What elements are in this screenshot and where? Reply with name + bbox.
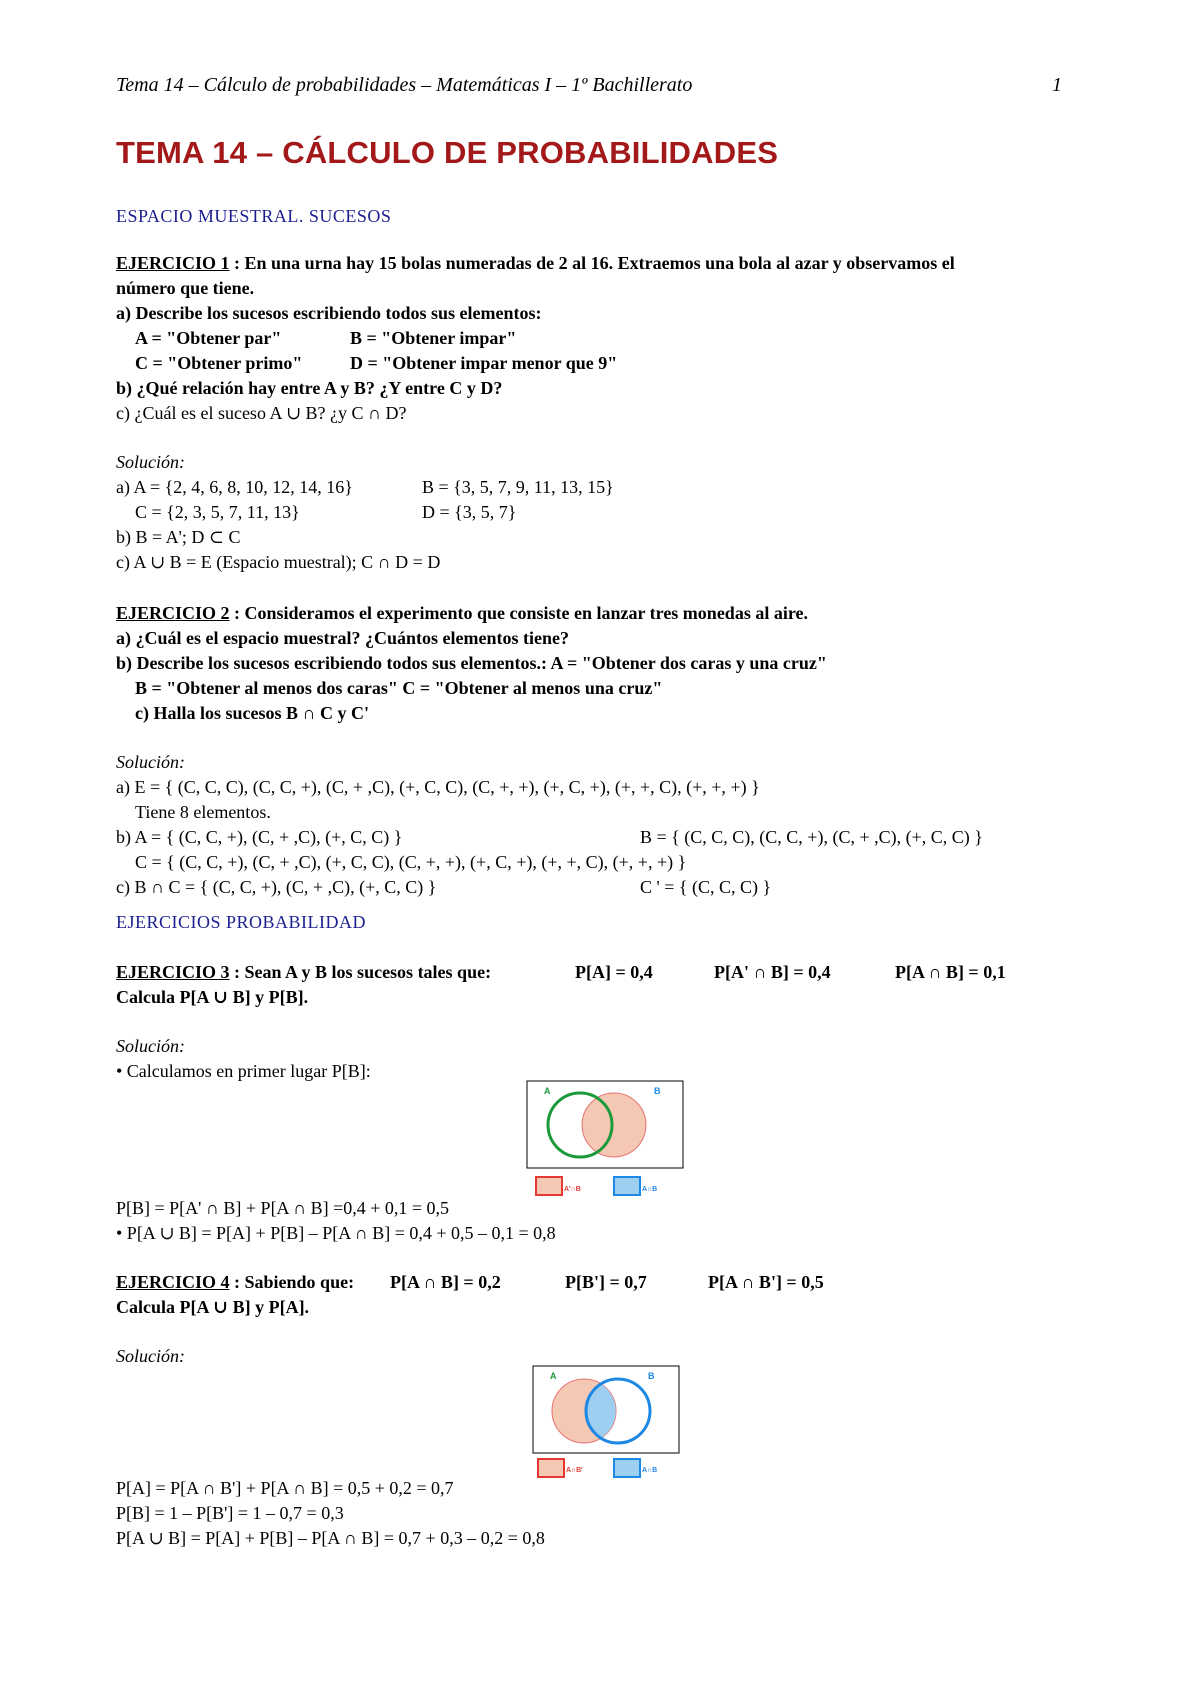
- legend-label-1: A∩B': [566, 1467, 583, 1474]
- ex2-solution-5b: C ' = { (C, C, C) }: [640, 877, 772, 897]
- venn-label-b: B: [654, 1086, 661, 1096]
- ex3-solution-label: Solución:: [116, 1036, 185, 1056]
- ex1-event-a: A = "Obtener par": [135, 328, 282, 348]
- ex1-solution-c: c) A ∪ B = E (Espacio muestral); C ∩ D = D: [116, 552, 441, 572]
- ex2-solution-4: C = { (C, C, +), (C, + ,C), (+, C, C), (C, +, +), (+, C, +), (+, +, C), (+, +, +) }: [135, 852, 687, 872]
- legend-label-2: A∩B: [642, 1467, 658, 1474]
- ex4-solution-3: P[A ∪ B] = P[A] + P[B] – P[A ∩ B] = 0,7 + 0,3 – 0,2 = 0,8: [116, 1528, 545, 1548]
- ex1-solution-a2: B = {3, 5, 7, 9, 11, 13, 15}: [422, 477, 614, 497]
- legend-swatch-red: [536, 1177, 562, 1195]
- ex1-solution-a1: a) A = {2, 4, 6, 8, 10, 12, 14, 16}: [116, 477, 353, 497]
- ex4-solution-1: P[A] = P[A ∩ B'] + P[A ∩ B] = 0,5 + 0,2 = 0,7: [116, 1478, 454, 1498]
- venn-label-a: A: [544, 1086, 551, 1096]
- ex4-given-1: P[A ∩ B] = 0,2: [390, 1272, 501, 1292]
- ex2-solution-3: b) A = { (C, C, +), (C, + ,C), (+, C, C) }: [116, 827, 403, 847]
- ex2-solution-label: Solución:: [116, 752, 185, 772]
- ex3-solution-3: • P[A ∪ B] = P[A] + P[B] – P[A ∩ B] = 0,4 + 0,5 – 0,1 = 0,8: [116, 1223, 556, 1243]
- ex4-solution-2: P[B] = 1 – P[B'] = 1 – 0,7 = 0,3: [116, 1503, 344, 1523]
- legend-label-2: A∩B: [642, 1186, 658, 1193]
- running-header: Tema 14 – Cálculo de probabilidades – Matemáticas I – 1º Bachillerato: [116, 74, 693, 96]
- ex3-statement: EJERCICIO 3 : Sean A y B los sucesos tales que:: [116, 962, 492, 982]
- ex1-event-d: D = "Obtener impar menor que 9": [350, 353, 618, 373]
- ex1-event-c: C = "Obtener primo": [135, 353, 303, 373]
- ex2-part-c: c) Halla los sucesos B ∩ C y C': [135, 703, 369, 723]
- legend-swatch-red: [538, 1459, 564, 1477]
- venn-label-a: A: [550, 1371, 557, 1381]
- ex1-solution-b: b) B = A'; D ⊂ C: [116, 527, 241, 547]
- ex2-solution-5: c) B ∩ C = { (C, C, +), (C, + ,C), (+, C, C) }: [116, 877, 437, 897]
- ex3-label: EJERCICIO 3: [116, 962, 230, 982]
- page-number: 1: [1052, 74, 1062, 96]
- ex2-solution-3b: B = { (C, C, C), (C, C, +), (C, + ,C), (+, C, C) }: [640, 827, 983, 847]
- legend-swatch-blue: [614, 1459, 640, 1477]
- ex1-statement-2: número que tiene.: [116, 278, 255, 298]
- ex4-statement: EJERCICIO 4 : Sabiendo que:: [116, 1272, 355, 1292]
- venn-region-a-complement-b: [582, 1093, 646, 1157]
- ex2-part-b: b) Describe los sucesos escribiendo todos sus elementos.: A = "Obtener dos caras y una cruz": [116, 653, 827, 673]
- legend-swatch-blue: [614, 1177, 640, 1195]
- ex4-given-2: P[B'] = 0,7: [565, 1272, 647, 1292]
- section-heading-probabilidad: EJERCICIOS PROBABILIDAD: [116, 912, 367, 932]
- page-title: TEMA 14 – CÁLCULO DE PROBABILIDADES: [116, 135, 779, 170]
- ex1-solution-label: Solución:: [116, 452, 185, 472]
- ex2-part-a: a) ¿Cuál es el espacio muestral? ¿Cuántos elementos tiene?: [116, 628, 569, 648]
- ex3-venn-diagram: [526, 1080, 686, 1200]
- ex3-given-3: P[A ∩ B] = 0,1: [895, 962, 1006, 982]
- ex4-label: EJERCICIO 4: [116, 1272, 230, 1292]
- ex3-solution-2: P[B] = P[A' ∩ B] + P[A ∩ B] =0,4 + 0,1 = 0,5: [116, 1198, 450, 1218]
- ex2-solution-1: a) E = { (C, C, C), (C, C, +), (C, + ,C), (+, C, C), (C, +, +), (+, C, +), (+, +, C), (+, +, +) }: [116, 777, 760, 797]
- ex4-given-3: P[A ∩ B'] = 0,5: [708, 1272, 824, 1292]
- ex2-label: EJERCICIO 2: [116, 603, 230, 623]
- ex3-solution-1: • Calculamos en primer lugar P[B]:: [116, 1061, 371, 1081]
- ex3-given-1: P[A] = 0,4: [575, 962, 653, 982]
- ex1-part-c: c) ¿Cuál es el suceso A ∪ B? ¿y C ∩ D?: [116, 403, 407, 423]
- ex1-solution-a3: C = {2, 3, 5, 7, 11, 13}: [135, 502, 300, 522]
- ex2-solution-2: Tiene 8 elementos.: [135, 802, 271, 822]
- ex1-label: EJERCICIO 1: [116, 253, 230, 273]
- ex3-given-2: P[A' ∩ B] = 0,4: [714, 962, 831, 982]
- ex4-venn-diagram: [532, 1365, 682, 1480]
- legend-label-1: A'∩B: [564, 1186, 581, 1193]
- ex3-question: Calcula P[A ∪ B] y P[B].: [116, 987, 309, 1007]
- ex1-part-a: a) Describe los sucesos escribiendo todos sus elementos:: [116, 303, 542, 323]
- ex4-solution-label: Solución:: [116, 1346, 185, 1366]
- ex4-question: Calcula P[A ∪ B] y P[A].: [116, 1297, 310, 1317]
- ex1-statement: EJERCICIO 1 : En una urna hay 15 bolas numeradas de 2 al 16. Extraemos una bola al azar y observamos el: [116, 253, 955, 273]
- ex1-event-b: B = "Obtener impar": [350, 328, 517, 348]
- ex1-part-b: b) ¿Qué relación hay entre A y B? ¿Y entre C y D?: [116, 378, 503, 398]
- ex2-statement: EJERCICIO 2 : Consideramos el experimento que consiste en lanzar tres monedas al aire.: [116, 603, 808, 623]
- ex1-solution-a4: D = {3, 5, 7}: [422, 502, 517, 522]
- section-heading-sucesos: ESPACIO MUESTRAL. SUCESOS: [116, 206, 392, 226]
- ex2-part-b-2: B = "Obtener al menos dos caras" C = "Obtener al menos una cruz": [135, 678, 663, 698]
- venn-label-b: B: [648, 1371, 655, 1381]
